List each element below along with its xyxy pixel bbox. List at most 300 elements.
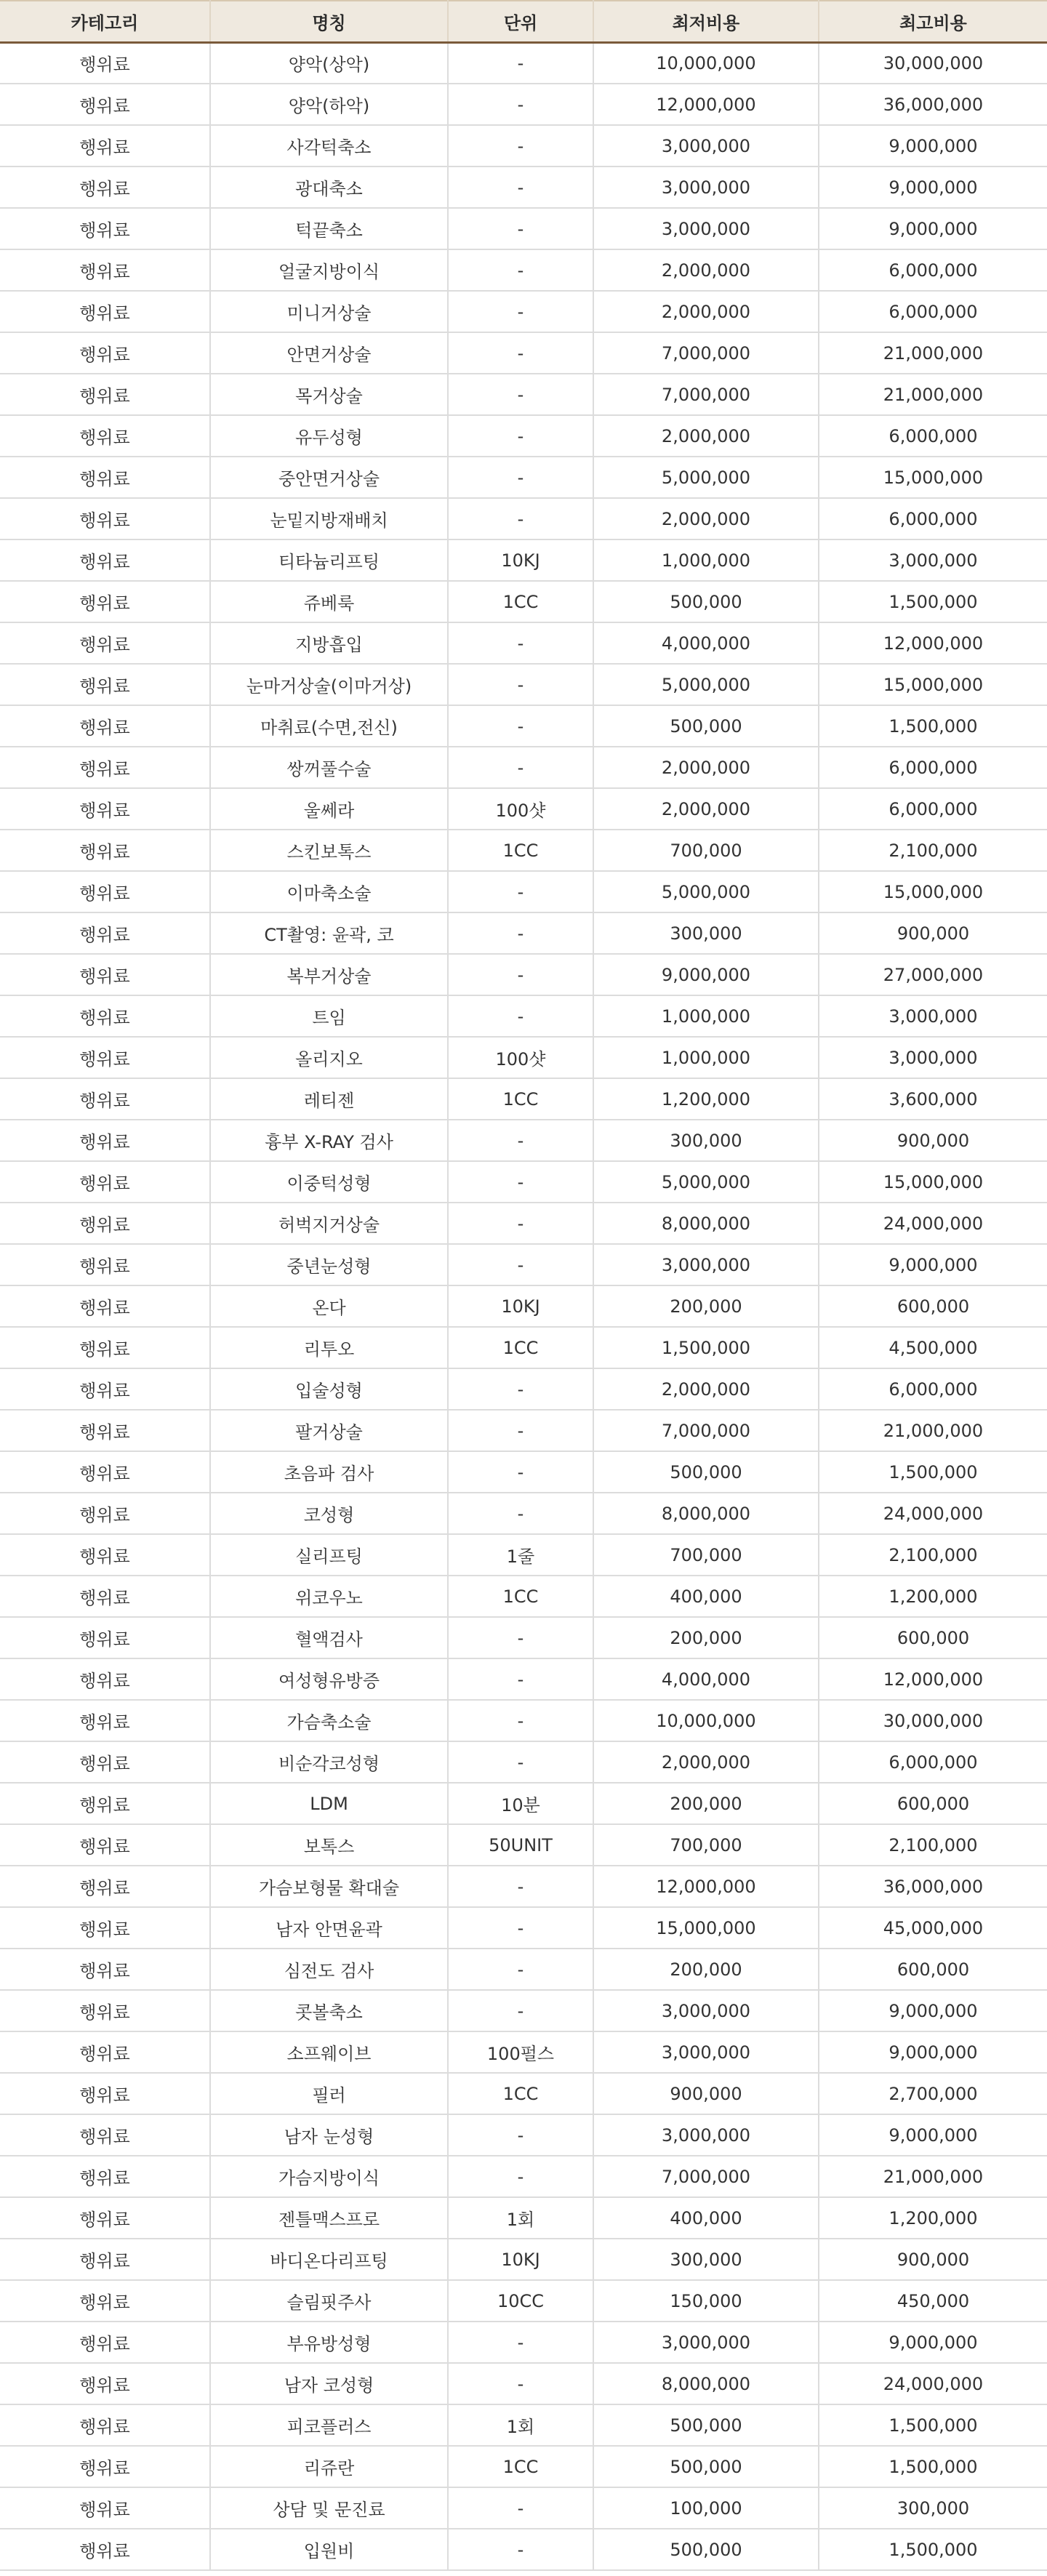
cell-category: 행위료 — [0, 2239, 210, 2280]
cell-category: 행위료 — [0, 2487, 210, 2529]
cell-min-cost: 500,000 — [593, 2404, 819, 2446]
cell-category: 행위료 — [0, 1824, 210, 1866]
table-row — [0, 912, 1047, 954]
header-unit: 단위 — [448, 1, 593, 42]
cell-max-cost: 1,500,000 — [819, 2529, 1047, 2570]
table-row — [0, 2031, 1047, 2073]
cell-category: 행위료 — [0, 1576, 210, 1617]
cell-name: 중년눈성형 — [210, 1244, 448, 1285]
cell-category: 행위료 — [0, 415, 210, 457]
cell-name: 미니거상술 — [210, 291, 448, 332]
cell-category: 행위료 — [0, 2114, 210, 2156]
cell-name: CT촬영: 윤곽, 코 — [210, 912, 448, 954]
cell-min-cost: 300,000 — [593, 912, 819, 954]
table-row — [0, 2322, 1047, 2363]
table-row — [0, 1741, 1047, 1783]
cell-name: 광대축소 — [210, 166, 448, 208]
cell-category: 행위료 — [0, 1534, 210, 1576]
table-row — [0, 1700, 1047, 1741]
cell-name: 가슴보형물 확대술 — [210, 1866, 448, 1907]
cell-max-cost: 36,000,000 — [819, 84, 1047, 125]
cell-unit: - — [448, 2529, 593, 2570]
table-row — [0, 664, 1047, 705]
cell-min-cost: 7,000,000 — [593, 332, 819, 374]
cell-unit: 1줄 — [448, 1534, 593, 1576]
table-row — [0, 1285, 1047, 1327]
cell-max-cost: 24,000,000 — [819, 1203, 1047, 1244]
cell-unit: - — [448, 2363, 593, 2404]
table-row — [0, 1327, 1047, 1368]
cell-name: 턱끝축소 — [210, 208, 448, 249]
cell-unit: - — [448, 2487, 593, 2529]
cell-unit: - — [448, 1990, 593, 2031]
cell-category: 행위료 — [0, 498, 210, 539]
cell-unit: - — [448, 1741, 593, 1783]
table-row — [0, 1493, 1047, 1534]
cell-max-cost: 36,000,000 — [819, 1866, 1047, 1907]
cell-min-cost: 3,000,000 — [593, 1244, 819, 1285]
cell-min-cost: 15,000,000 — [593, 1907, 819, 1949]
cell-max-cost: 21,000,000 — [819, 2156, 1047, 2197]
table-row — [0, 1617, 1047, 1658]
cell-unit: - — [448, 42, 593, 84]
cell-min-cost: 2,000,000 — [593, 1368, 819, 1410]
cell-name: 복부거상술 — [210, 954, 448, 995]
table-row — [0, 249, 1047, 291]
cell-min-cost: 2,000,000 — [593, 249, 819, 291]
cell-max-cost: 6,000,000 — [819, 249, 1047, 291]
table-body — [0, 42, 1047, 2570]
cell-name: LDM — [210, 1783, 448, 1824]
table-row — [0, 42, 1047, 84]
cell-unit: - — [448, 457, 593, 498]
cell-min-cost: 1,200,000 — [593, 1078, 819, 1120]
cell-name: 쌍꺼풀수술 — [210, 747, 448, 788]
cell-min-cost: 300,000 — [593, 2239, 819, 2280]
cell-min-cost: 3,000,000 — [593, 2322, 819, 2363]
cell-category: 행위료 — [0, 954, 210, 995]
cell-name: 콧볼축소 — [210, 1990, 448, 2031]
cell-name: 슬림핏주사 — [210, 2280, 448, 2322]
cell-max-cost: 12,000,000 — [819, 622, 1047, 664]
cell-category: 행위료 — [0, 2404, 210, 2446]
table-row — [0, 498, 1047, 539]
table-row — [0, 84, 1047, 125]
cell-name: 사각턱축소 — [210, 125, 448, 166]
table-row — [0, 871, 1047, 912]
cell-max-cost: 1,500,000 — [819, 581, 1047, 622]
cell-unit: 1CC — [448, 830, 593, 871]
cell-max-cost: 9,000,000 — [819, 1990, 1047, 2031]
cell-name: 상담 및 문진료 — [210, 2487, 448, 2529]
table-header — [0, 1, 1047, 42]
cell-max-cost: 15,000,000 — [819, 664, 1047, 705]
cell-unit: - — [448, 84, 593, 125]
cell-unit: - — [448, 166, 593, 208]
cell-name: 여성형유방증 — [210, 1658, 448, 1700]
cell-name: 입술성형 — [210, 1368, 448, 1410]
table-row — [0, 1244, 1047, 1285]
cell-min-cost: 500,000 — [593, 705, 819, 747]
cell-category: 행위료 — [0, 830, 210, 871]
cell-name: 양악(하악) — [210, 84, 448, 125]
cell-unit: 10KJ — [448, 2239, 593, 2280]
cell-category: 행위료 — [0, 1244, 210, 1285]
cell-min-cost: 5,000,000 — [593, 1161, 819, 1203]
cell-category: 행위료 — [0, 1741, 210, 1783]
cell-unit: - — [448, 1907, 593, 1949]
cell-min-cost: 1,000,000 — [593, 1037, 819, 1078]
cell-min-cost: 12,000,000 — [593, 1866, 819, 1907]
cell-unit: - — [448, 912, 593, 954]
cell-max-cost: 15,000,000 — [819, 1161, 1047, 1203]
table-row — [0, 166, 1047, 208]
cell-min-cost: 7,000,000 — [593, 1410, 819, 1451]
table-row — [0, 1949, 1047, 1990]
cell-unit: 10KJ — [448, 539, 593, 581]
cell-min-cost: 3,000,000 — [593, 1990, 819, 2031]
cell-category: 행위료 — [0, 871, 210, 912]
cell-max-cost: 2,700,000 — [819, 2073, 1047, 2114]
cell-max-cost: 600,000 — [819, 1783, 1047, 1824]
cell-name: 비순각코성형 — [210, 1741, 448, 1783]
cell-category: 행위료 — [0, 539, 210, 581]
cell-name: 초음파 검사 — [210, 1451, 448, 1493]
cell-min-cost: 400,000 — [593, 2197, 819, 2239]
table-row — [0, 374, 1047, 415]
cell-min-cost: 4,000,000 — [593, 622, 819, 664]
cell-max-cost: 4,500,000 — [819, 1327, 1047, 1368]
header-name: 명칭 — [210, 1, 448, 42]
cell-category: 행위료 — [0, 84, 210, 125]
cell-max-cost: 6,000,000 — [819, 291, 1047, 332]
cell-unit: - — [448, 1866, 593, 1907]
cell-category: 행위료 — [0, 622, 210, 664]
table-row — [0, 291, 1047, 332]
cell-category: 행위료 — [0, 1203, 210, 1244]
cell-min-cost: 5,000,000 — [593, 871, 819, 912]
cell-unit: - — [448, 664, 593, 705]
cell-unit: - — [448, 1658, 593, 1700]
cell-unit: 1CC — [448, 1327, 593, 1368]
table-row — [0, 125, 1047, 166]
cell-min-cost: 4,000,000 — [593, 1658, 819, 1700]
cell-category: 행위료 — [0, 1493, 210, 1534]
cell-name: 온다 — [210, 1285, 448, 1327]
cell-category: 행위료 — [0, 1451, 210, 1493]
table-row — [0, 2280, 1047, 2322]
table-row — [0, 415, 1047, 457]
cell-name: 코성형 — [210, 1493, 448, 1534]
cell-name: 필러 — [210, 2073, 448, 2114]
table-row — [0, 1990, 1047, 2031]
table-row — [0, 2404, 1047, 2446]
cell-unit: - — [448, 954, 593, 995]
cell-unit: - — [448, 871, 593, 912]
cell-max-cost: 9,000,000 — [819, 2322, 1047, 2363]
cell-name: 이중턱성형 — [210, 1161, 448, 1203]
cell-unit: 1CC — [448, 1576, 593, 1617]
cell-name: 눈마거상술(이마거상) — [210, 664, 448, 705]
cell-max-cost: 24,000,000 — [819, 2363, 1047, 2404]
table-row — [0, 581, 1047, 622]
cell-min-cost: 150,000 — [593, 2280, 819, 2322]
cell-name: 남자 안면윤곽 — [210, 1907, 448, 1949]
table-row — [0, 830, 1047, 871]
cell-max-cost: 6,000,000 — [819, 1368, 1047, 1410]
cell-min-cost: 900,000 — [593, 2073, 819, 2114]
table-row — [0, 1534, 1047, 1576]
table-row — [0, 1783, 1047, 1824]
cell-max-cost: 1,500,000 — [819, 705, 1047, 747]
cell-unit: - — [448, 2114, 593, 2156]
cell-name: 얼굴지방이식 — [210, 249, 448, 291]
cell-category: 행위료 — [0, 2156, 210, 2197]
cell-name: 목거상술 — [210, 374, 448, 415]
cell-category: 행위료 — [0, 2073, 210, 2114]
table-row — [0, 208, 1047, 249]
cell-name: 중안면거상술 — [210, 457, 448, 498]
cell-max-cost: 30,000,000 — [819, 1700, 1047, 1741]
cell-unit: - — [448, 1161, 593, 1203]
cell-unit: 10분 — [448, 1783, 593, 1824]
cell-unit: 1CC — [448, 2446, 593, 2487]
cell-max-cost: 21,000,000 — [819, 374, 1047, 415]
cell-max-cost: 1,200,000 — [819, 1576, 1047, 1617]
cell-max-cost: 21,000,000 — [819, 1410, 1047, 1451]
cell-unit: - — [448, 1451, 593, 1493]
cell-unit: 100펄스 — [448, 2031, 593, 2073]
cell-min-cost: 700,000 — [593, 830, 819, 871]
table-row — [0, 1037, 1047, 1078]
cell-category: 행위료 — [0, 1161, 210, 1203]
table-row — [0, 332, 1047, 374]
cell-unit: - — [448, 1203, 593, 1244]
cell-max-cost: 21,000,000 — [819, 332, 1047, 374]
cell-name: 스킨보톡스 — [210, 830, 448, 871]
cell-max-cost: 12,000,000 — [819, 1658, 1047, 1700]
cell-name: 위코우노 — [210, 1576, 448, 1617]
cell-category: 행위료 — [0, 1410, 210, 1451]
cell-name: 심전도 검사 — [210, 1949, 448, 1990]
cell-max-cost: 3,600,000 — [819, 1078, 1047, 1120]
table-row — [0, 457, 1047, 498]
cell-min-cost: 300,000 — [593, 1120, 819, 1161]
cell-unit: - — [448, 208, 593, 249]
cell-unit: - — [448, 2156, 593, 2197]
cell-category: 행위료 — [0, 788, 210, 830]
cell-min-cost: 2,000,000 — [593, 1741, 819, 1783]
cell-min-cost: 8,000,000 — [593, 2363, 819, 2404]
cell-name: 울쎄라 — [210, 788, 448, 830]
table-row — [0, 2197, 1047, 2239]
cell-min-cost: 7,000,000 — [593, 2156, 819, 2197]
cell-name: 리쥬란 — [210, 2446, 448, 2487]
cell-name: 가슴지방이식 — [210, 2156, 448, 2197]
cell-max-cost: 3,000,000 — [819, 539, 1047, 581]
table-row — [0, 2114, 1047, 2156]
cell-unit: - — [448, 2322, 593, 2363]
table-row — [0, 2239, 1047, 2280]
cell-category: 행위료 — [0, 332, 210, 374]
cell-min-cost: 200,000 — [593, 1285, 819, 1327]
cell-min-cost: 3,000,000 — [593, 2031, 819, 2073]
table-row — [0, 747, 1047, 788]
cell-name: 흉부 X-RAY 검사 — [210, 1120, 448, 1161]
cell-max-cost: 3,000,000 — [819, 1037, 1047, 1078]
table-row — [0, 705, 1047, 747]
cell-category: 행위료 — [0, 2280, 210, 2322]
cell-name: 남자 눈성형 — [210, 2114, 448, 2156]
cell-max-cost: 6,000,000 — [819, 415, 1047, 457]
cell-category: 행위료 — [0, 1327, 210, 1368]
cell-unit: - — [448, 249, 593, 291]
cell-unit: - — [448, 415, 593, 457]
cell-name: 보톡스 — [210, 1824, 448, 1866]
table-row — [0, 2529, 1047, 2570]
cell-max-cost: 6,000,000 — [819, 1741, 1047, 1783]
cell-min-cost: 1,500,000 — [593, 1327, 819, 1368]
cell-unit: 1CC — [448, 581, 593, 622]
cell-max-cost: 600,000 — [819, 1949, 1047, 1990]
table-row — [0, 1203, 1047, 1244]
cell-unit: - — [448, 622, 593, 664]
cell-name: 트임 — [210, 995, 448, 1037]
cell-max-cost: 9,000,000 — [819, 208, 1047, 249]
cell-name: 리투오 — [210, 1327, 448, 1368]
table-row — [0, 1658, 1047, 1700]
cell-name: 유두성형 — [210, 415, 448, 457]
cell-max-cost: 24,000,000 — [819, 1493, 1047, 1534]
cell-name: 눈밑지방재배치 — [210, 498, 448, 539]
cell-name: 피코플러스 — [210, 2404, 448, 2446]
cell-max-cost: 2,100,000 — [819, 1534, 1047, 1576]
cell-name: 혈액검사 — [210, 1617, 448, 1658]
cell-min-cost: 2,000,000 — [593, 788, 819, 830]
cell-unit: - — [448, 1949, 593, 1990]
table-row — [0, 1368, 1047, 1410]
cell-max-cost: 600,000 — [819, 1285, 1047, 1327]
cell-max-cost: 900,000 — [819, 2239, 1047, 2280]
cell-name: 레티젠 — [210, 1078, 448, 1120]
cell-min-cost: 100,000 — [593, 2487, 819, 2529]
table-row — [0, 1451, 1047, 1493]
cell-min-cost: 5,000,000 — [593, 457, 819, 498]
cell-name: 허벅지거상술 — [210, 1203, 448, 1244]
cell-max-cost: 900,000 — [819, 912, 1047, 954]
cell-unit: 100샷 — [448, 788, 593, 830]
cell-name: 젠틀맥스프로 — [210, 2197, 448, 2239]
cell-category: 행위료 — [0, 457, 210, 498]
cell-unit: - — [448, 747, 593, 788]
table-row — [0, 2073, 1047, 2114]
cell-name: 쥬베룩 — [210, 581, 448, 622]
cell-category: 행위료 — [0, 1907, 210, 1949]
table-row — [0, 622, 1047, 664]
cell-category: 행위료 — [0, 1700, 210, 1741]
cell-min-cost: 700,000 — [593, 1824, 819, 1866]
cell-max-cost: 2,100,000 — [819, 1824, 1047, 1866]
cell-unit: - — [448, 125, 593, 166]
cell-unit: - — [448, 1493, 593, 1534]
cell-category: 행위료 — [0, 42, 210, 84]
cell-category: 행위료 — [0, 1866, 210, 1907]
cell-unit: 10CC — [448, 2280, 593, 2322]
cell-min-cost: 500,000 — [593, 581, 819, 622]
cell-max-cost: 1,500,000 — [819, 2446, 1047, 2487]
cell-category: 행위료 — [0, 705, 210, 747]
header-row — [0, 1, 1047, 42]
cell-min-cost: 2,000,000 — [593, 747, 819, 788]
cell-unit: - — [448, 374, 593, 415]
cell-category: 행위료 — [0, 1368, 210, 1410]
cell-max-cost: 6,000,000 — [819, 788, 1047, 830]
cell-max-cost: 9,000,000 — [819, 125, 1047, 166]
cell-min-cost: 5,000,000 — [593, 664, 819, 705]
cell-min-cost: 200,000 — [593, 1617, 819, 1658]
cell-min-cost: 500,000 — [593, 2529, 819, 2570]
cell-name: 입원비 — [210, 2529, 448, 2570]
cell-name: 팔거상술 — [210, 1410, 448, 1451]
cell-min-cost: 1,000,000 — [593, 539, 819, 581]
cell-max-cost: 27,000,000 — [819, 954, 1047, 995]
cell-category: 행위료 — [0, 1120, 210, 1161]
cell-min-cost: 1,000,000 — [593, 995, 819, 1037]
cell-category: 행위료 — [0, 166, 210, 208]
cell-unit: - — [448, 332, 593, 374]
cell-category: 행위료 — [0, 747, 210, 788]
cell-category: 행위료 — [0, 1037, 210, 1078]
cell-name: 지방흡입 — [210, 622, 448, 664]
cell-unit: - — [448, 995, 593, 1037]
cell-category: 행위료 — [0, 1658, 210, 1700]
cell-min-cost: 400,000 — [593, 1576, 819, 1617]
cell-category: 행위료 — [0, 2322, 210, 2363]
cell-category: 행위료 — [0, 1990, 210, 2031]
cell-category: 행위료 — [0, 1617, 210, 1658]
cell-name: 실리프팅 — [210, 1534, 448, 1576]
table-row — [0, 995, 1047, 1037]
cell-name: 남자 코성형 — [210, 2363, 448, 2404]
cell-name: 부유방성형 — [210, 2322, 448, 2363]
cell-max-cost: 2,100,000 — [819, 830, 1047, 871]
cell-unit: - — [448, 705, 593, 747]
cell-category: 행위료 — [0, 249, 210, 291]
cell-category: 행위료 — [0, 2031, 210, 2073]
cell-max-cost: 3,000,000 — [819, 995, 1047, 1037]
table-row — [0, 1907, 1047, 1949]
cell-max-cost: 30,000,000 — [819, 42, 1047, 84]
cell-category: 행위료 — [0, 291, 210, 332]
cell-category: 행위료 — [0, 664, 210, 705]
table-row — [0, 2487, 1047, 2529]
table-row — [0, 2363, 1047, 2404]
cell-min-cost: 2,000,000 — [593, 415, 819, 457]
cell-category: 행위료 — [0, 1285, 210, 1327]
cell-unit: - — [448, 1700, 593, 1741]
cell-name: 바디온다리프팅 — [210, 2239, 448, 2280]
cell-max-cost: 45,000,000 — [819, 1907, 1047, 1949]
cell-min-cost: 10,000,000 — [593, 42, 819, 84]
cell-category: 행위료 — [0, 208, 210, 249]
header-max-cost: 최고비용 — [819, 1, 1047, 42]
cell-min-cost: 9,000,000 — [593, 954, 819, 995]
table-row — [0, 1824, 1047, 1866]
cell-min-cost: 8,000,000 — [593, 1203, 819, 1244]
table-row — [0, 1866, 1047, 1907]
cell-unit: - — [448, 1120, 593, 1161]
table-row — [0, 1576, 1047, 1617]
